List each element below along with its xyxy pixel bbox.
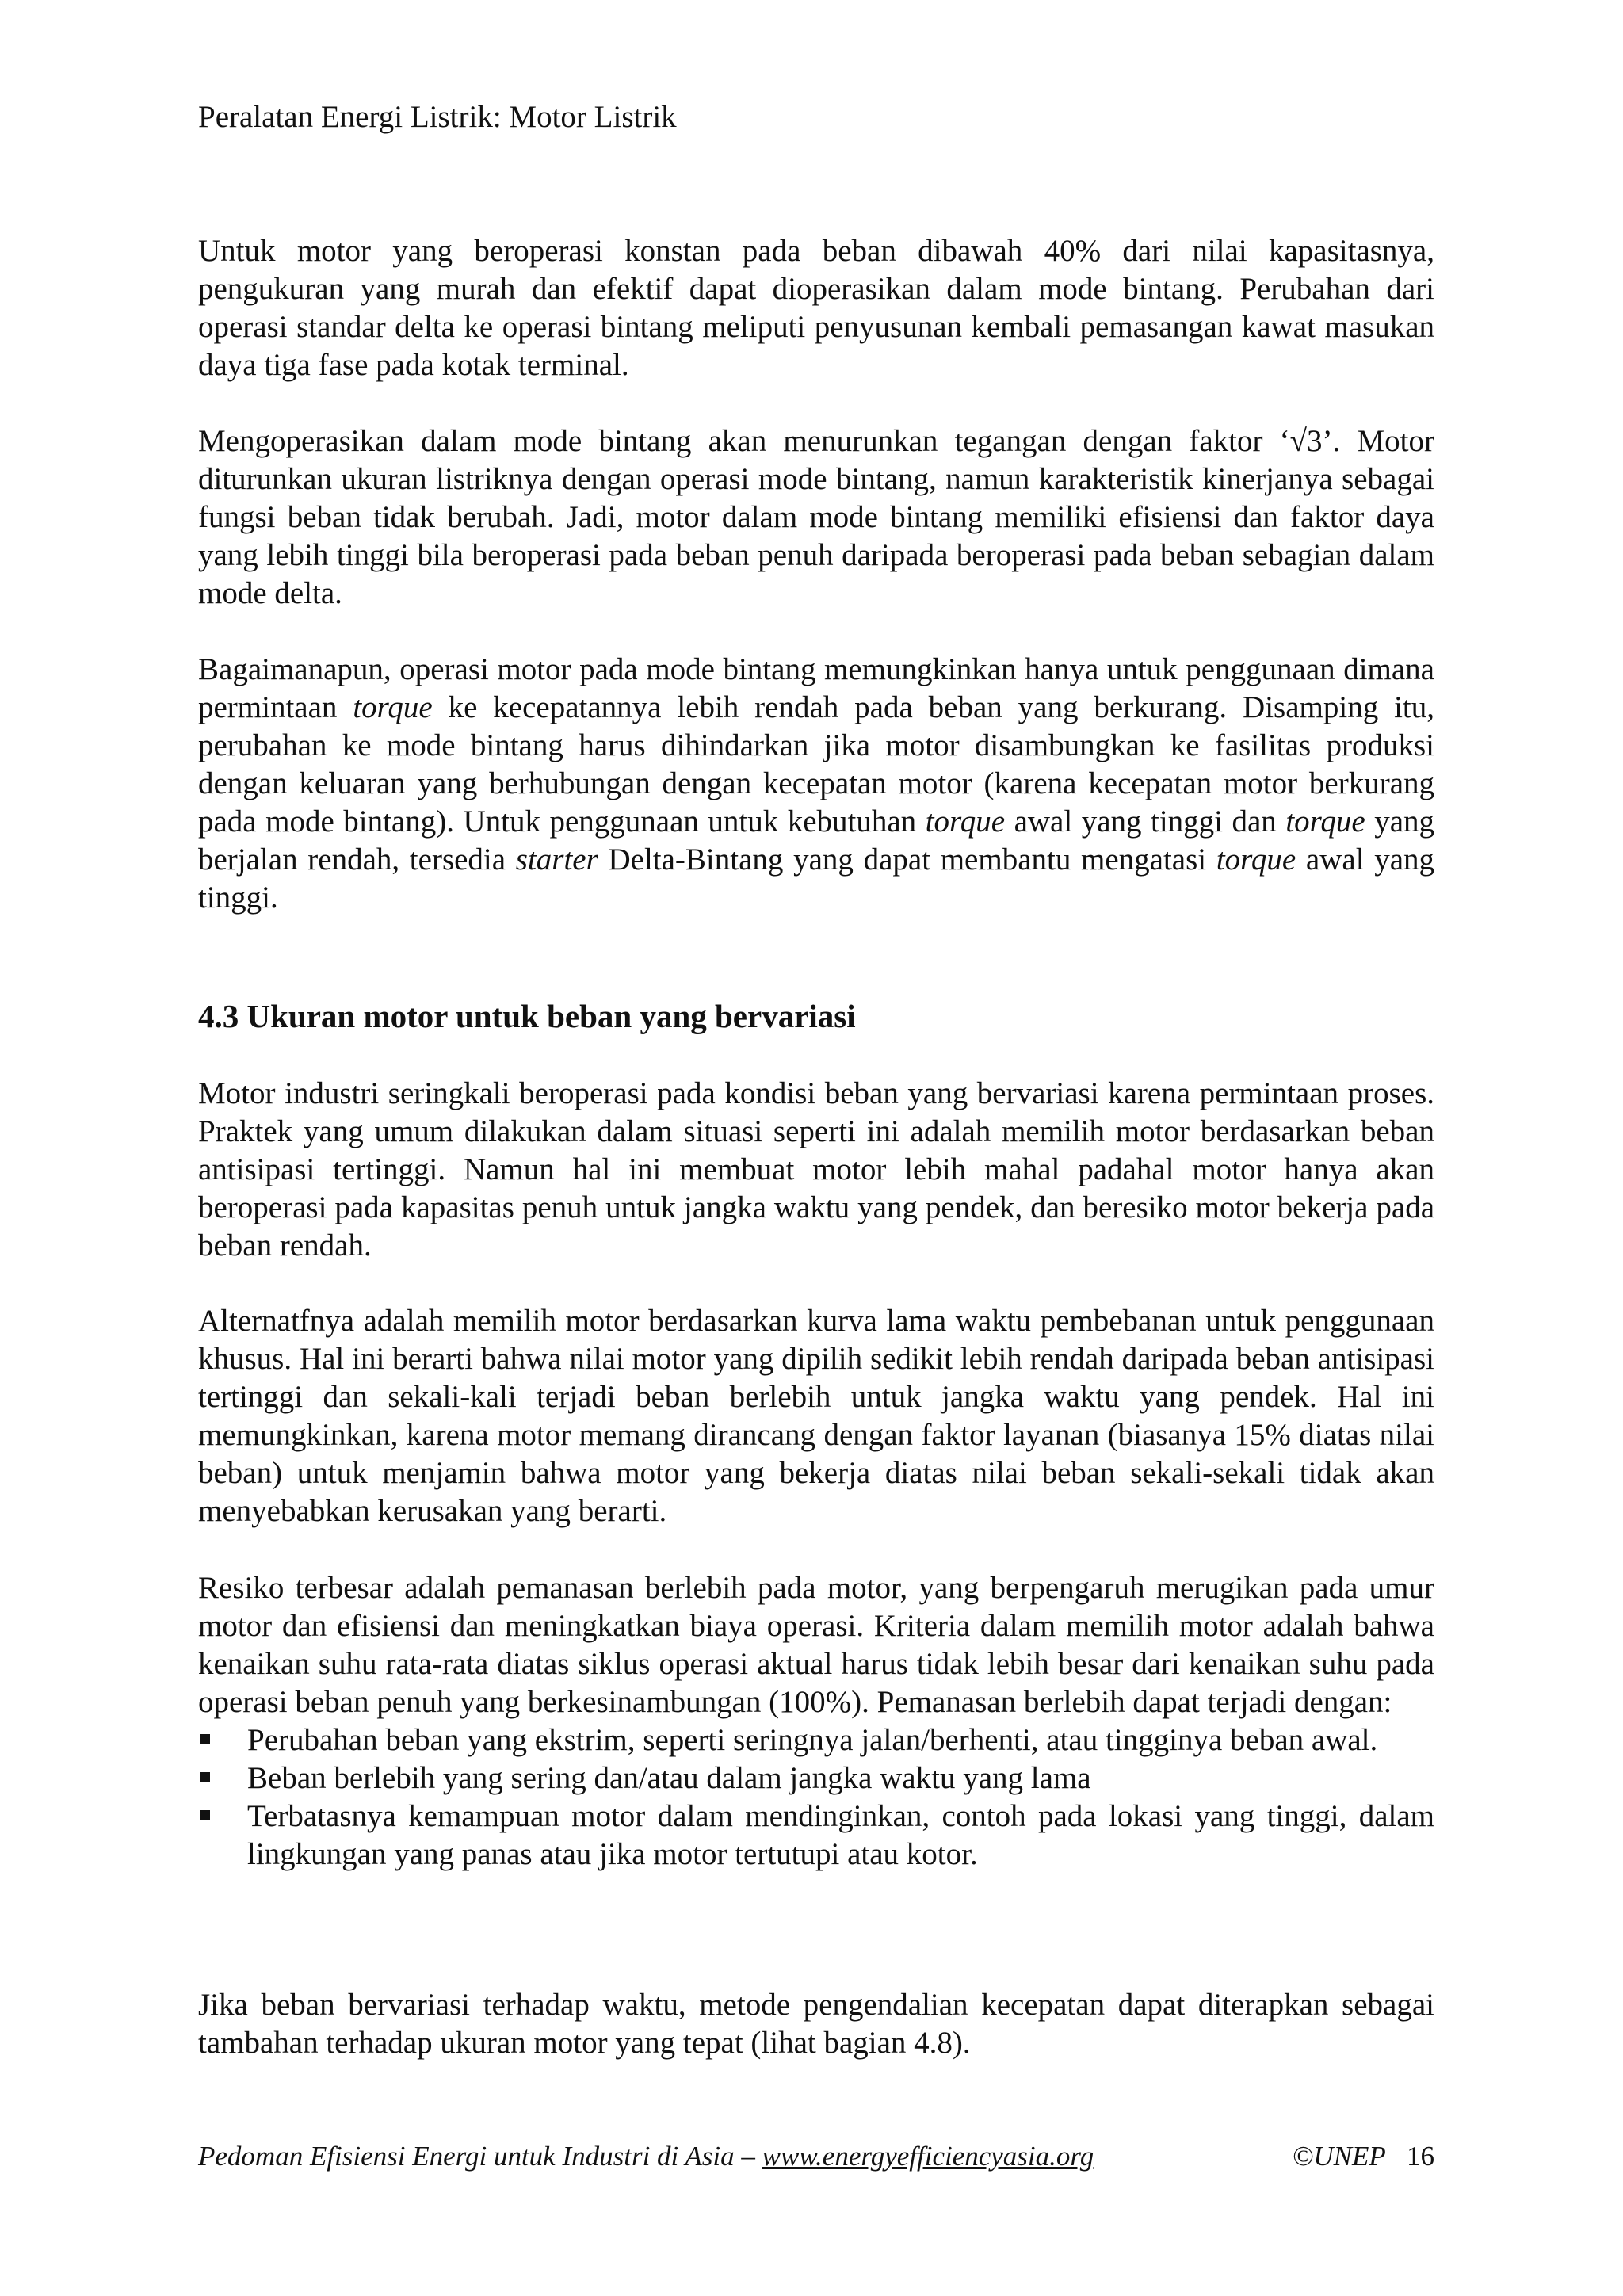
- paragraph-text: Untuk motor yang beroperasi konstan pada beban dibawah 40% dari nilai kapasitasnya, pengukuran yang murah dan efektif dapat dioperasikan dalam mode bintang. Perubahan dari operasi standar delta ke operasi bintang meliputi penyusunan kembali pemasangan kawat masukan daya tiga fase pada kotak terminal.: [198, 234, 1434, 382]
- page-number: 16: [1407, 2141, 1434, 2172]
- paragraph-text: [198, 651, 1434, 917]
- text-run: awal yang tinggi.: [198, 842, 1435, 915]
- page-footer: [198, 2137, 1434, 2177]
- paragraph-7: [198, 1986, 1434, 2062]
- list-item: [198, 1759, 1434, 1797]
- list-item-text: Beban berlebih yang sering dan/atau dalam jangka waktu yang lama: [247, 1761, 1091, 1795]
- text-run: Bagaimanapun, operasi motor pada mode bintang memungkinkan hanya untuk penggunaan dimana permintaan: [198, 652, 1434, 724]
- italic-term-torque: torque: [353, 690, 433, 724]
- footer-title: Pedoman Efisiensi Energi untuk Industri di Asia –: [198, 2141, 755, 2172]
- square-bullet-icon: [200, 1772, 210, 1782]
- section-heading: 4.3 Ukuran motor untuk beban yang bervariasi: [198, 998, 856, 1034]
- list-item-text: Terbatasnya kemampuan motor dalam mendinginkan, contoh pada lokasi yang tinggi, dalam lingkungan yang panas atau jika motor tertutupi atau kotor.: [247, 1799, 1434, 1871]
- copyright-label: ©UNEP: [1292, 2141, 1386, 2172]
- paragraph-6: [198, 1569, 1434, 1874]
- paragraph-5: [198, 1302, 1434, 1530]
- paragraph-1: [198, 232, 1434, 384]
- italic-term-torque: torque: [1216, 842, 1296, 877]
- paragraph-text: Resiko terbesar adalah pemanasan berlebih pada motor, yang berpengaruh merugikan pada umur motor dan efisiensi dan meningkatkan biaya operasi. Kriteria dalam memilih motor adalah bahwa kenaikan suhu rata-rata diatas siklus operasi aktual harus tidak lebih besar dari kenaikan suhu pada operasi beban penuh yang berkesinambungan (100%). Pemanasan berlebih dapat terjadi dengan:: [198, 1571, 1434, 1719]
- paragraph-4: [198, 1075, 1434, 1265]
- bullet-list: [198, 1721, 1434, 1874]
- text-run: Delta-Bintang yang dapat membantu mengatasi: [608, 842, 1207, 877]
- footer-right: [1293, 2137, 1434, 2176]
- paragraph-text: Jika beban bervariasi terhadap waktu, metode pengendalian kecepatan dapat diterapkan sebagai tambahan terhadap ukuran motor yang tepat (lihat bagian 4.8).: [198, 1988, 1434, 2060]
- text-run: yang berjalan rendah, tersedia: [198, 804, 1435, 877]
- running-header: Peralatan Energi Listrik: Motor Listrik: [198, 100, 677, 134]
- paragraph-text: Alternatfnya adalah memilih motor berdasarkan kurva lama waktu pembebanan untuk penggunaan khusus. Hal ini berarti bahwa nilai motor yang dipilih sedikit lebih rendah daripada beban antisipasi tertinggi dan sekali-kali terjadi beban berlebih untuk jangka waktu yang pendek. Hal ini memungkinkan, karena motor memang dirancang dengan faktor layanan (biasanya 15% diatas nilai beban) untuk menjamin bahwa motor yang bekerja diatas nilai beban sekali-sekali tidak akan menyebabkan kerusakan yang berarti.: [198, 1304, 1434, 1528]
- footer-citation: [198, 2137, 1094, 2176]
- italic-term-starter: starter: [515, 842, 598, 877]
- paragraph-2: [198, 422, 1434, 613]
- list-item: [198, 1721, 1434, 1759]
- list-item: [198, 1797, 1434, 1874]
- text-run: ke kecepatannya lebih rendah pada beban yang berkurang. Disamping itu, perubahan ke mode bintang harus dihindarkan jika motor disambungkan ke fasilitas produksi dengan keluaran yang berhubungan dengan kecepatan motor (karena kecepatan motor berkurang pada mode bintang). Untuk penggunaan untuk kebutuhan: [198, 690, 1434, 839]
- paragraph-text: Mengoperasikan dalam mode bintang akan menurunkan tegangan dengan faktor ‘√3’. Motor diturunkan ukuran listriknya dengan operasi mode bintang, namun karakteristik kinerjanya sebagai fungsi beban tidak berubah. Jadi, motor dalam mode bintang memiliki efisiensi dan faktor daya yang lebih tinggi bila beroperasi pada beban penuh daripada beroperasi pada beban sebagian dalam mode delta.: [198, 424, 1434, 610]
- list-item-text: Perubahan beban yang ekstrim, seperti seringnya jalan/berhenti, atau tingginya beban awal.: [247, 1723, 1378, 1757]
- paragraph-3: [198, 651, 1434, 917]
- paragraph-text: Motor industri seringkali beroperasi pada kondisi beban yang bervariasi karena permintaan proses. Praktek yang umum dilakukan dalam situasi seperti ini adalah memilih motor berdasarkan beban antisipasi tertinggi. Namun hal ini membuat motor lebih mahal padahal motor hanya akan beroperasi pada kapasitas penuh untuk jangka waktu yang pendek, dan beresiko motor bekerja pada beban rendah.: [198, 1076, 1434, 1263]
- italic-term-torque: torque: [1285, 804, 1365, 839]
- square-bullet-icon: [200, 1734, 210, 1744]
- italic-term-torque: torque: [925, 804, 1006, 839]
- text-run: awal yang tinggi dan: [1014, 804, 1277, 839]
- footer-link[interactable]: www.energyefficiencyasia.org: [762, 2141, 1094, 2172]
- square-bullet-icon: [200, 1810, 210, 1820]
